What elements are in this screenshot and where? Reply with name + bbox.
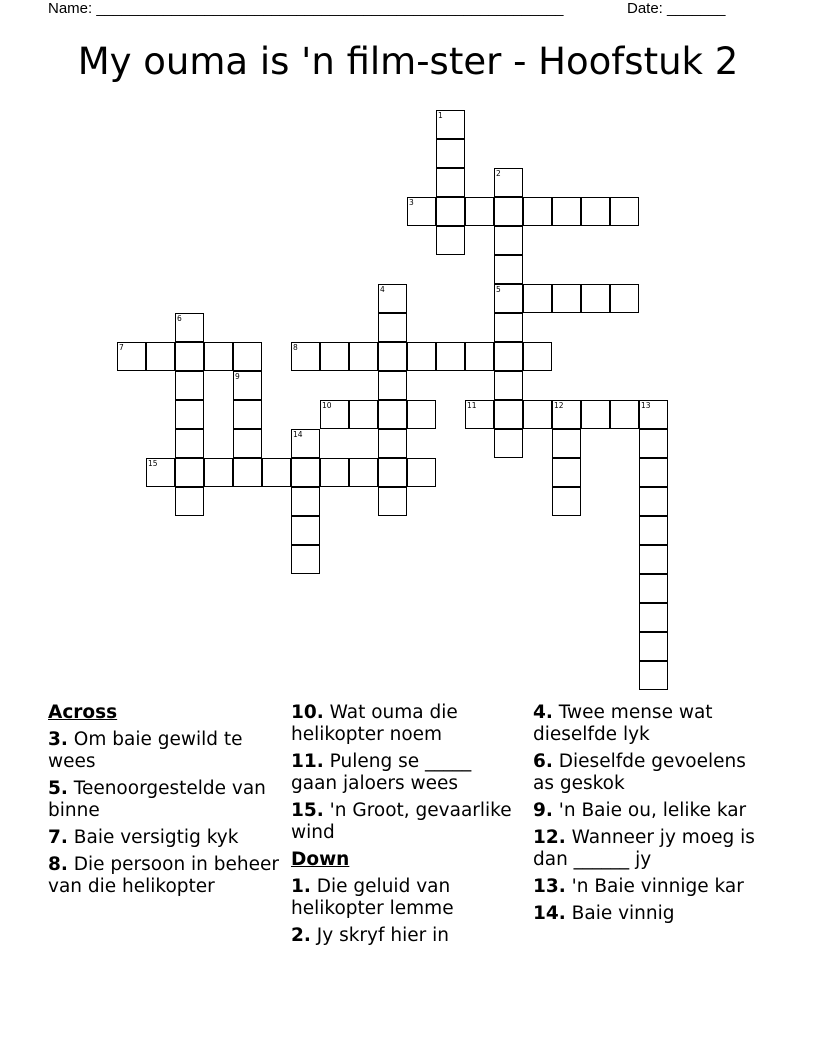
clue-text: Wanneer jy moeg is dan ______ jy	[533, 827, 755, 870]
grid-cell[interactable]	[146, 458, 175, 487]
clue-item	[291, 702, 523, 746]
page-title: My ouma is 'n film-ster - Hoofstuk 2	[77, 40, 739, 83]
grid-cell[interactable]	[233, 429, 262, 458]
grid-cell[interactable]	[552, 429, 581, 458]
grid-cell[interactable]	[581, 400, 610, 429]
grid-cell[interactable]	[639, 574, 668, 603]
grid-cell[interactable]	[291, 516, 320, 545]
grid-cell[interactable]	[639, 661, 668, 690]
grid-cell[interactable]	[523, 342, 552, 371]
clue-item	[291, 751, 523, 795]
grid-cell[interactable]	[175, 429, 204, 458]
clue-number-label: 9	[235, 372, 240, 381]
clue-item	[48, 827, 280, 849]
grid-cell[interactable]	[639, 632, 668, 661]
grid-cell[interactable]	[494, 255, 523, 284]
grid-cell[interactable]	[436, 168, 465, 197]
clue-number: 15.	[291, 800, 324, 821]
grid-cell[interactable]	[320, 458, 349, 487]
grid-cell[interactable]	[639, 603, 668, 632]
grid-cell[interactable]	[639, 487, 668, 516]
grid-cell[interactable]	[523, 284, 552, 313]
clue-item	[48, 854, 280, 898]
grid-cell[interactable]	[407, 458, 436, 487]
clue-number-label: 11	[467, 401, 477, 410]
clue-number: 4.	[533, 702, 553, 723]
grid-cell[interactable]	[291, 458, 320, 487]
clue-number: 11.	[291, 751, 324, 772]
clue-number-label: 15	[148, 459, 158, 468]
grid-cell[interactable]	[610, 284, 639, 313]
clue-text: Wat ouma die helikopter noem	[291, 702, 458, 745]
clue-number: 5.	[48, 778, 68, 799]
grid-cell[interactable]	[204, 342, 233, 371]
grid-cell[interactable]	[639, 545, 668, 574]
grid-cell[interactable]	[291, 487, 320, 516]
grid-cell[interactable]	[378, 400, 407, 429]
grid-cell[interactable]	[233, 342, 262, 371]
across-heading: Across	[48, 702, 118, 723]
clue-item	[48, 778, 280, 822]
grid-cell[interactable]	[378, 371, 407, 400]
grid-cell[interactable]	[494, 342, 523, 371]
clue-item	[533, 702, 765, 746]
grid-cell[interactable]	[639, 429, 668, 458]
grid-cell[interactable]	[175, 342, 204, 371]
grid-cell[interactable]	[639, 516, 668, 545]
grid-cell[interactable]	[581, 284, 610, 313]
grid-cell[interactable]	[639, 458, 668, 487]
grid-cell[interactable]	[494, 400, 523, 429]
grid-cell[interactable]	[175, 313, 204, 342]
clue-item	[291, 925, 523, 947]
clue-item	[291, 800, 523, 844]
clue-number-label: 2	[496, 169, 501, 178]
grid-cell[interactable]	[378, 342, 407, 371]
clue-number-label: 10	[322, 401, 332, 410]
clue-number-label: 7	[119, 343, 124, 352]
grid-cell[interactable]	[436, 197, 465, 226]
grid-cell[interactable]	[175, 487, 204, 516]
grid-cell[interactable]	[407, 197, 436, 226]
clue-text: Om baie gewild te wees	[48, 729, 243, 772]
grid-cell[interactable]	[233, 400, 262, 429]
grid-cell[interactable]	[378, 458, 407, 487]
clue-item	[533, 751, 765, 795]
down-heading: Down	[291, 849, 350, 870]
clue-text: 'n Baie ou, lelike kar	[552, 800, 747, 821]
grid-cell[interactable]	[436, 226, 465, 255]
grid-cell[interactable]	[262, 458, 291, 487]
grid-cell[interactable]	[349, 342, 378, 371]
grid-cell[interactable]	[436, 139, 465, 168]
grid-cell[interactable]	[523, 400, 552, 429]
grid-cell[interactable]	[581, 197, 610, 226]
clue-column-1	[48, 702, 280, 903]
grid-cell[interactable]	[494, 284, 523, 313]
grid-cell[interactable]	[494, 429, 523, 458]
grid-cell[interactable]	[349, 400, 378, 429]
clue-number-label: 12	[554, 401, 564, 410]
grid-cell[interactable]	[378, 487, 407, 516]
grid-cell[interactable]	[465, 400, 494, 429]
grid-cell[interactable]	[552, 284, 581, 313]
clue-text: Die persoon in beheer van die helikopter	[48, 854, 280, 897]
clue-number: 13.	[533, 876, 566, 897]
clue-number: 3.	[48, 729, 68, 750]
clue-number-label: 5	[496, 285, 501, 294]
grid-cell[interactable]	[494, 313, 523, 342]
grid-cell[interactable]	[146, 342, 175, 371]
clue-number: 14.	[533, 903, 566, 924]
grid-cell[interactable]	[639, 400, 668, 429]
name-field[interactable]: Name: ________________________________________________________	[48, 0, 564, 17]
clue-number-label: 6	[177, 314, 182, 323]
clue-number: 10.	[291, 702, 324, 723]
clue-item	[48, 729, 280, 773]
grid-cell[interactable]	[175, 400, 204, 429]
grid-cell[interactable]	[465, 342, 494, 371]
grid-cell[interactable]	[552, 400, 581, 429]
clue-text: Puleng se _____ gaan jaloers wees	[291, 751, 472, 794]
grid-cell[interactable]	[610, 197, 639, 226]
clue-number-label: 4	[380, 285, 385, 294]
grid-cell[interactable]	[320, 342, 349, 371]
clue-text: Die geluid van helikopter lemme	[291, 876, 454, 919]
clue-text: Teenoorgestelde van binne	[48, 778, 266, 821]
grid-cell[interactable]	[233, 458, 262, 487]
clue-text: 'n Groot, gevaarlike wind	[291, 800, 512, 843]
clue-text: Baie vinnig	[565, 903, 675, 924]
grid-cell[interactable]	[291, 429, 320, 458]
grid-cell[interactable]	[175, 371, 204, 400]
grid-cell[interactable]	[320, 400, 349, 429]
grid-cell[interactable]	[175, 458, 204, 487]
date-field[interactable]: Date: _______	[627, 0, 726, 17]
clue-number: 9.	[533, 800, 553, 821]
grid-cell[interactable]	[494, 226, 523, 255]
clue-number: 6.	[533, 751, 553, 772]
clue-item	[533, 876, 765, 898]
grid-cell[interactable]	[407, 342, 436, 371]
clue-text: Jy skryf hier in	[310, 925, 449, 946]
grid-cell[interactable]	[610, 400, 639, 429]
clue-number: 12.	[533, 827, 566, 848]
clue-number: 2.	[291, 925, 311, 946]
grid-cell[interactable]	[494, 197, 523, 226]
grid-cell[interactable]	[291, 545, 320, 574]
grid-cell[interactable]	[436, 342, 465, 371]
clue-number-label: 3	[409, 198, 414, 207]
clue-number-label: 14	[293, 430, 303, 439]
grid-cell[interactable]	[552, 197, 581, 226]
clue-item	[533, 827, 765, 871]
grid-cell[interactable]	[233, 371, 262, 400]
grid-cell[interactable]	[291, 342, 320, 371]
grid-cell[interactable]	[349, 458, 378, 487]
clue-item	[291, 876, 523, 920]
grid-cell[interactable]	[552, 487, 581, 516]
clue-column-2	[291, 702, 523, 952]
clue-item	[533, 800, 765, 822]
grid-cell[interactable]	[117, 342, 146, 371]
clue-number: 8.	[48, 854, 68, 875]
grid-cell[interactable]	[552, 458, 581, 487]
clue-number-label: 1	[438, 111, 443, 120]
grid-cell[interactable]	[204, 458, 233, 487]
clue-text: 'n Baie vinnige kar	[565, 876, 744, 897]
clue-item	[533, 903, 765, 925]
clue-number-label: 8	[293, 343, 298, 352]
grid-cell[interactable]	[378, 429, 407, 458]
clue-text: Twee mense wat dieselfde lyk	[533, 702, 713, 745]
clue-text: Dieselfde gevoelens as geskok	[533, 751, 746, 794]
grid-cell[interactable]	[436, 110, 465, 139]
grid-cell[interactable]	[378, 284, 407, 313]
clue-column-3	[533, 702, 765, 930]
grid-cell[interactable]	[407, 400, 436, 429]
grid-cell[interactable]	[378, 313, 407, 342]
grid-cell[interactable]	[494, 168, 523, 197]
clue-text: Baie versigtig kyk	[67, 827, 239, 848]
grid-cell[interactable]	[523, 197, 552, 226]
grid-cell[interactable]	[465, 197, 494, 226]
grid-cell[interactable]	[494, 371, 523, 400]
clue-number-label: 13	[641, 401, 651, 410]
clue-number: 1.	[291, 876, 311, 897]
clue-number: 7.	[48, 827, 68, 848]
